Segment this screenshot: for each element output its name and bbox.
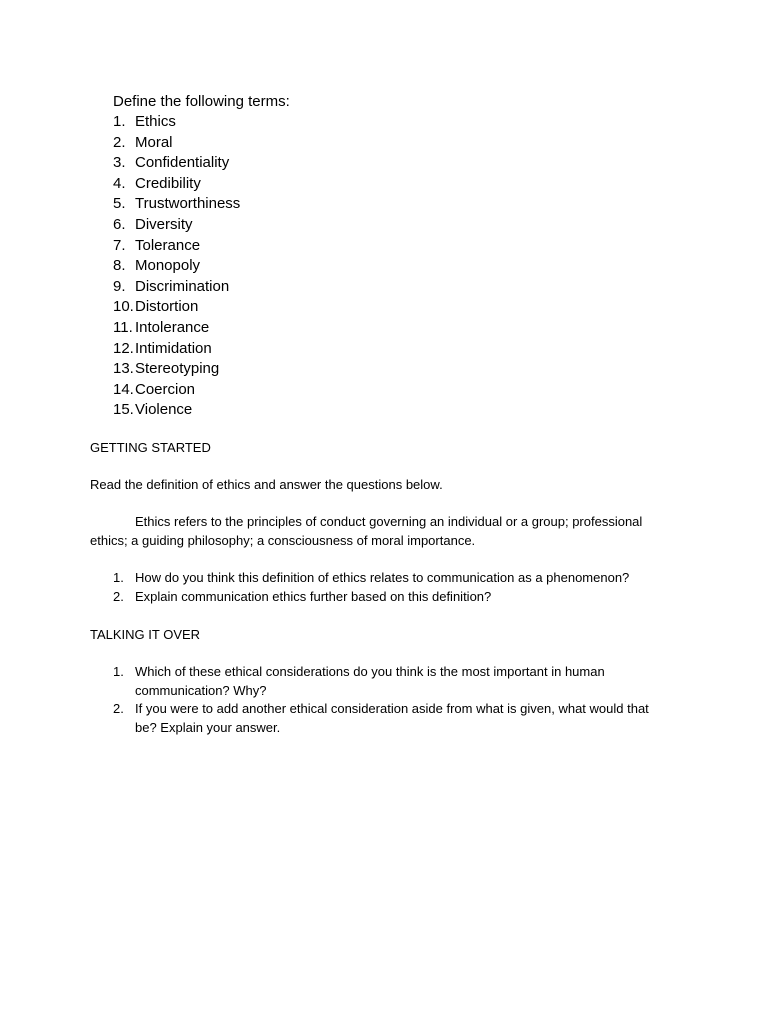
list-number: 15. [113, 401, 134, 419]
term-text: Discrimination [135, 277, 230, 295]
term-text: Credibility [135, 174, 201, 192]
definition-text: Ethics refers to the principles of conduct governing an individual or a group; professional ethics; a guiding philosophy; a consciousness of moral importance. [90, 514, 643, 548]
list-item [113, 569, 673, 588]
list-item [113, 257, 240, 278]
list-number: 1. [113, 570, 124, 585]
list-item [113, 381, 240, 402]
list-item [113, 175, 240, 196]
list-number: 11. [113, 318, 133, 336]
question-text: Which of these ethical considerations do you think is the most important in human communication? Why? [135, 664, 605, 698]
list-item [113, 401, 240, 422]
list-item [113, 319, 240, 340]
list-item [113, 134, 240, 155]
list-number: 9. [113, 277, 126, 295]
terms-list [113, 113, 240, 422]
list-number: 2. [113, 701, 124, 716]
term-text: Stereotyping [135, 360, 220, 378]
term-text: Trustworthiness [135, 195, 241, 213]
term-text: Diversity [135, 215, 193, 233]
list-item [113, 588, 673, 607]
list-number: 14. [113, 380, 134, 398]
list-number: 10. [113, 298, 134, 316]
list-item [113, 195, 240, 216]
definition-paragraph [90, 513, 680, 550]
talking-it-over-questions [113, 663, 658, 737]
instruction-text: Read the definition of ethics and answer the questions below. [90, 477, 443, 492]
list-number: 2. [113, 588, 124, 604]
section-heading-getting-started: GETTING STARTED [90, 440, 211, 455]
term-text: Coercion [135, 380, 196, 398]
list-number: 1. [113, 113, 126, 130]
term-text: Intolerance [135, 318, 210, 336]
list-number: 13. [113, 360, 134, 378]
list-item [113, 298, 240, 319]
list-number: 1. [113, 664, 124, 679]
list-number: 12. [113, 339, 134, 357]
list-number: 2. [113, 133, 126, 151]
list-number: 3. [113, 154, 126, 172]
list-item [113, 216, 240, 237]
question-text: How do you think this definition of ethics relates to communication as a phenomenon? [135, 570, 630, 585]
list-item [113, 278, 240, 299]
question-text: If you were to add another ethical consideration aside from what is given, what would that be? Explain your answer. [135, 701, 649, 735]
list-number: 4. [113, 174, 126, 192]
list-item [113, 360, 240, 381]
list-item [113, 154, 240, 175]
list-number: 6. [113, 215, 126, 233]
list-number: 7. [113, 236, 126, 254]
list-number: 5. [113, 195, 126, 213]
term-text: Violence [135, 401, 193, 419]
list-item [113, 700, 658, 737]
getting-started-questions [113, 569, 673, 606]
question-text: Explain communication ethics further based on this definition? [135, 588, 492, 604]
intro-text: Define the following terms: [113, 93, 290, 110]
term-text: Distortion [135, 298, 199, 316]
list-number: 8. [113, 257, 126, 275]
term-text: Confidentiality [135, 154, 230, 172]
section-heading-talking-it-over: TALKING IT OVER [90, 627, 201, 642]
term-text: Intimidation [135, 339, 212, 357]
term-text: Tolerance [135, 236, 201, 254]
term-text: Monopoly [135, 257, 201, 275]
list-item [113, 663, 658, 700]
list-item [113, 113, 240, 134]
term-text: Ethics [135, 113, 176, 130]
term-text: Moral [135, 133, 173, 151]
list-item [113, 237, 240, 258]
list-item [113, 340, 240, 361]
